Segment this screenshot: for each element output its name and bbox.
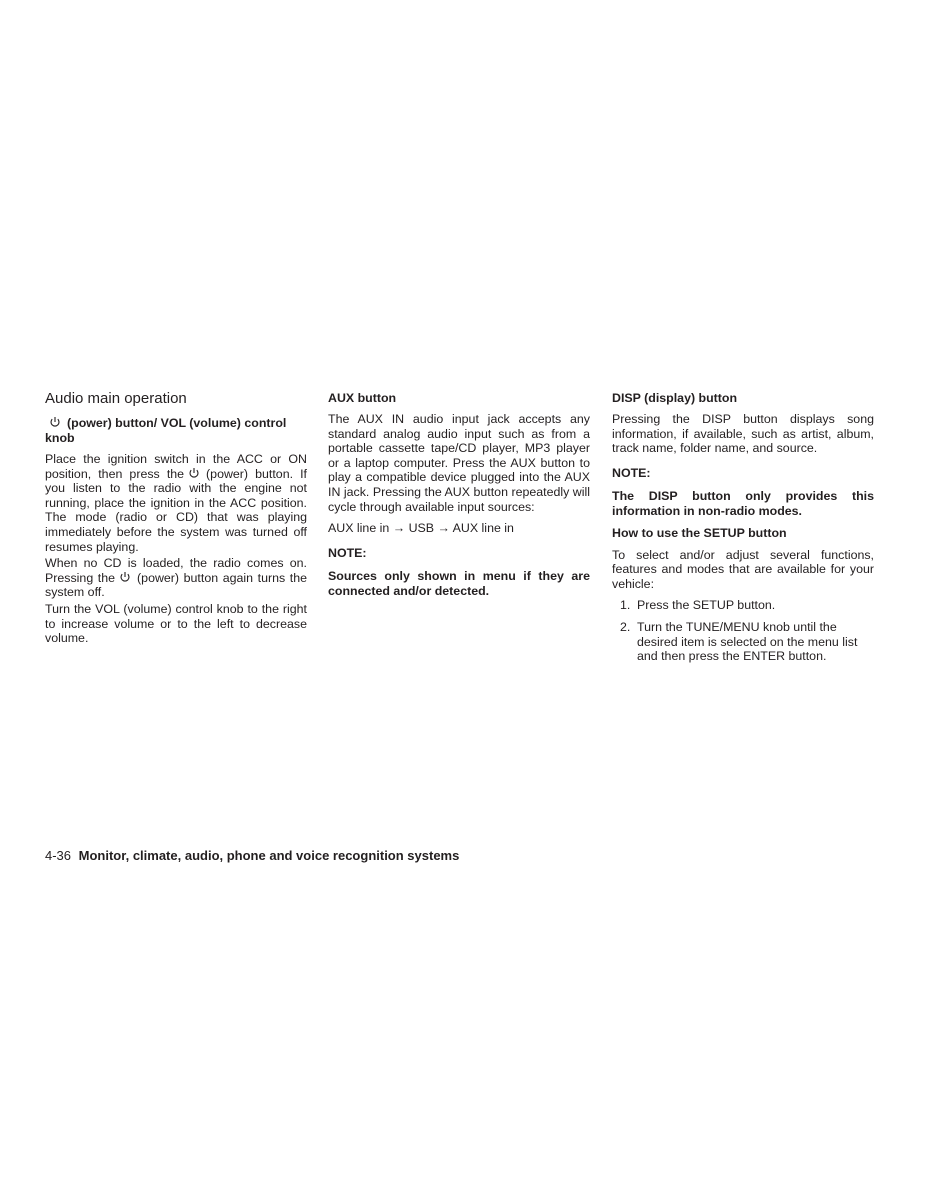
page-footer (45, 848, 459, 864)
disp-note-label: NOTE: (612, 465, 651, 480)
column-disp-button (612, 390, 874, 671)
power-volume-subheading-text: (power) button/ VOL (volume) control knob (45, 416, 287, 445)
ignition-paragraph (45, 452, 307, 554)
no-cd-paragraph (45, 556, 307, 600)
column-aux-button (328, 390, 590, 608)
section-title: Audio main operation (45, 390, 187, 407)
disp-note-text: The DISP button only provides this information in non-radio modes. (612, 489, 874, 518)
disp-heading: DISP (display) button (612, 391, 738, 405)
power-volume-subheading (45, 416, 307, 446)
list-item (612, 620, 874, 664)
step-text: Press the SETUP button. (637, 598, 776, 613)
ignition-paragraph-part2: (power) button. If you listen to the radio with the engine not running, place the ignition in the ACC position. The mode (radio or CD) that was playing immediately before the system was turned off resumes playing. (45, 466, 307, 554)
no-cd-paragraph-part1: When no CD is loaded, the radio comes on. Pressing the (45, 556, 307, 585)
list-item (612, 598, 874, 613)
volume-paragraph: Turn the VOL (volume) control knob to the right to increase volume or to the left to decrease volume. (45, 601, 307, 646)
aux-heading: AUX button (328, 391, 397, 405)
power-icon (49, 416, 63, 428)
setup-heading: How to use the SETUP button (612, 525, 787, 540)
ignition-paragraph-part1: Place the ignition switch in the ACC or ON position, then press the (45, 452, 307, 481)
column-audio-main-operation (45, 390, 307, 648)
disp-paragraph: Pressing the DISP button displays song information, if available, such as artist, album, track name, folder name, and source. (612, 412, 874, 456)
power-icon (119, 571, 133, 583)
step-number: 1. (620, 598, 631, 613)
page-number: 4-36 (45, 848, 72, 863)
aux-note-label: NOTE: (328, 545, 367, 560)
power-icon (188, 467, 202, 479)
footer-title: Monitor, climate, audio, phone and voice recognition systems (78, 848, 460, 863)
no-cd-paragraph-part2: (power) button again turns the system off. (45, 570, 308, 600)
aux-sequence: AUX line in → USB → AUX line in (328, 521, 514, 536)
aux-paragraph: The AUX IN audio input jack accepts any standard analog audio input such as from a portable cassette tape/CD player, MP3 player or a laptop computer. Press the AUX button to play a compatible device plugged into the AUX IN jack. Pressing the AUX button repeatedly will cycle through available input sources: (328, 412, 590, 514)
aux-note-text: Sources only shown in menu if they are connected and/or detected. (328, 569, 590, 598)
setup-paragraph: To select and/or adjust several functions, features and modes that are available for your vehicle: (612, 547, 874, 591)
step-number: 2. (620, 619, 631, 634)
setup-steps-list (612, 598, 874, 663)
step-text: Turn the TUNE/MENU knob until the desired item is selected on the menu list and then press the ENTER button. (637, 619, 858, 664)
